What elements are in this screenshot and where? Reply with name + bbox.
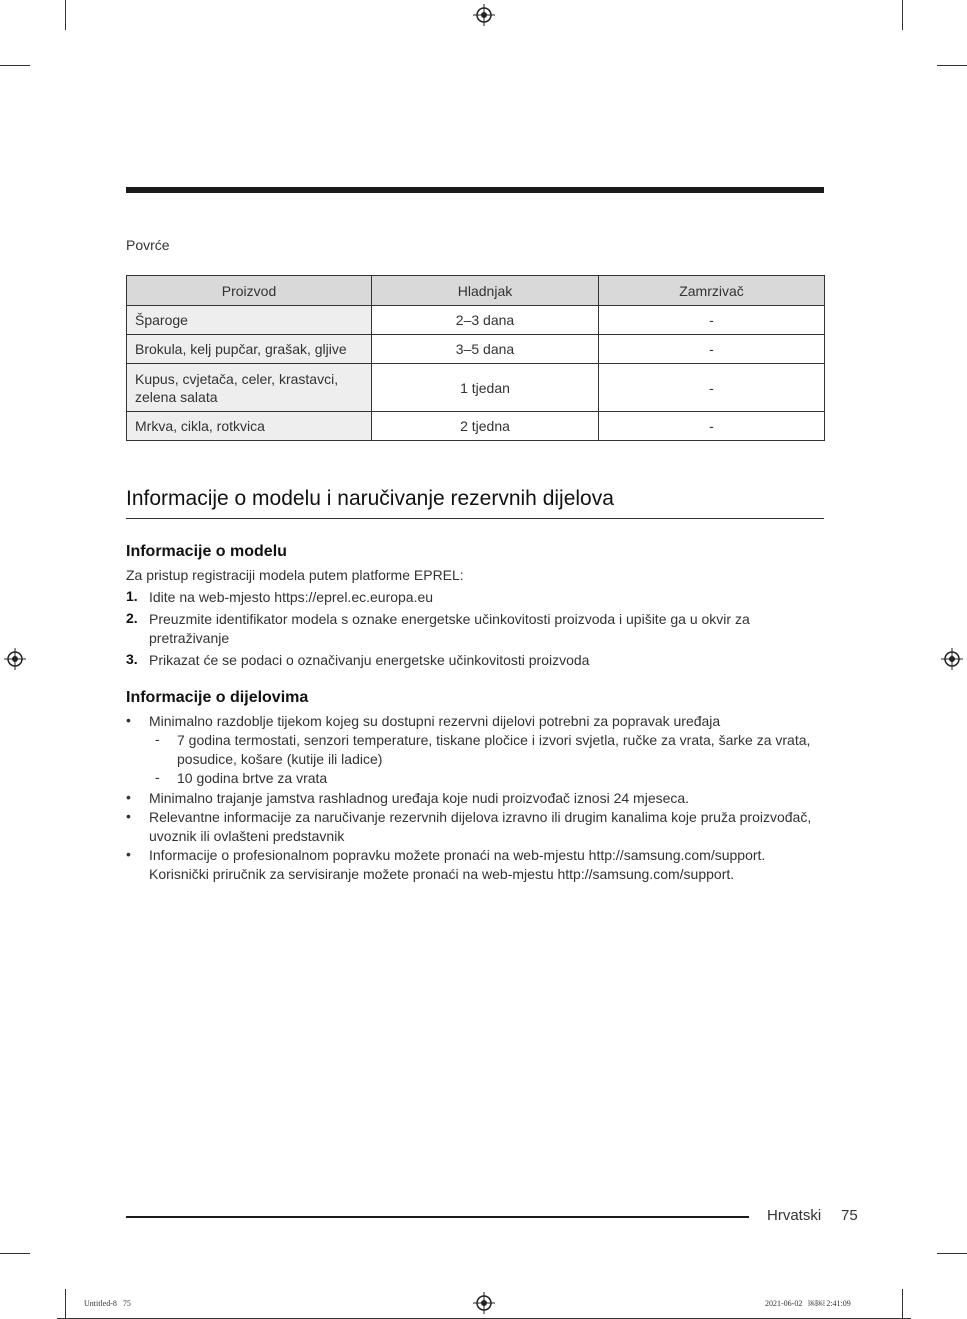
fridge-cell: 2–3 dana xyxy=(372,306,599,335)
crop-mark xyxy=(0,1253,30,1254)
bullet-icon: • xyxy=(126,712,131,728)
crop-mark xyxy=(937,1253,967,1254)
table-caption: Povrće xyxy=(126,237,170,253)
bullet-icon: • xyxy=(126,846,131,862)
registration-mark-icon xyxy=(4,648,26,670)
subbullet-text: 7 godina termostati, senzori temperature, tiskane pločice i izvori svjetla, ručke za vrata, šarke za vrata, posudice, košare (kutije ili ladice) xyxy=(177,732,811,767)
product-cell: Šparoge xyxy=(127,306,372,335)
freezer-cell: - xyxy=(599,412,825,441)
bullet-text: Relevantne informacije za naručivanje rezervnih dijelova izravno ili drugim kanalima koje pruža proizvođač, uvoznik ili ovlašteni predstavnik xyxy=(149,809,812,844)
print-slug-left: Untitled-8 75 xyxy=(84,1299,131,1308)
footer-language: Hrvatski xyxy=(767,1207,822,1224)
step-number: 3. xyxy=(126,651,138,667)
footer-rule xyxy=(126,1216,749,1218)
crop-mark xyxy=(902,1289,903,1319)
table-row xyxy=(127,306,825,335)
table-row xyxy=(127,412,825,441)
section-rule xyxy=(126,518,824,519)
step-text: Idite na web-mjesto https://eprel.ec.europa.eu xyxy=(149,589,434,605)
step-number: 1. xyxy=(126,588,138,604)
fridge-cell: 2 tjedna xyxy=(372,412,599,441)
table-row xyxy=(127,335,825,364)
crop-mark xyxy=(0,65,30,66)
product-cell: Mrkva, cikla, rotkvica xyxy=(127,412,372,441)
storage-table xyxy=(126,275,825,441)
header-rule xyxy=(126,187,824,193)
freezer-cell: - xyxy=(599,364,825,412)
section-title: Informacije o modelu i naručivanje rezervnih dijelova xyxy=(126,487,614,510)
dash-icon: - xyxy=(155,769,160,785)
bullet-text: Informacije o profesionalnom popravku možete pronaći na web-mjestu http://samsung.com/support. Korisnički priručnik za servisiranje možete pronaći na web-mjestu http://samsung.com/support. xyxy=(149,847,766,882)
registration-mark-icon xyxy=(941,648,963,670)
registration-mark-icon xyxy=(473,4,495,26)
dash-icon: - xyxy=(155,731,160,747)
model-intro: Za pristup registraciji modela putem platforme EPREL: xyxy=(126,567,464,583)
bullet-icon: • xyxy=(126,808,131,824)
step-text: Preuzmite identifikator modela s oznake energetske učinkovitosti proizvoda i upišite ga u okvir za pretraživanje xyxy=(149,611,750,646)
freezer-cell: - xyxy=(599,306,825,335)
model-heading: Informacije o modelu xyxy=(126,543,287,560)
fridge-cell: 1 tjedan xyxy=(372,364,599,412)
bullet-text: Minimalno razdoblje tijekom kojeg su dostupni rezervni dijelovi potrebni za popravak uređaja xyxy=(149,713,721,729)
freezer-cell: - xyxy=(599,335,825,364)
column-header: Hladnjak xyxy=(372,276,599,306)
product-cell: Brokula, kelj pupčar, grašak, gljive xyxy=(127,335,372,364)
subbullet-text: 10 godina brtve za vrata xyxy=(177,770,328,786)
fridge-cell: 3–5 dana xyxy=(372,335,599,364)
bullet-icon: • xyxy=(126,789,131,805)
page-number: 75 xyxy=(841,1207,858,1224)
column-header: Zamrzivač xyxy=(599,276,825,306)
step-number: 2. xyxy=(126,610,138,626)
table-row xyxy=(127,364,825,412)
crop-mark xyxy=(65,1289,66,1319)
crop-mark xyxy=(902,0,903,30)
product-cell: Kupus, cvjetača, celer, krastavci, zelena salata xyxy=(127,364,372,412)
crop-mark xyxy=(65,0,66,30)
registration-mark-icon xyxy=(473,1292,495,1314)
step-text: Prikazat će se podaci o označivanju energetske učinkovitosti proizvoda xyxy=(149,652,590,668)
parts-heading: Informacije o dijelovima xyxy=(126,689,309,706)
print-slug-right: 2021-06-02 ￼￼ 2:41:09 xyxy=(765,1299,851,1308)
crop-mark xyxy=(937,65,967,66)
table-header-row xyxy=(127,276,825,306)
column-header: Proizvod xyxy=(127,276,372,306)
bullet-text: Minimalno trajanje jamstva rashladnog uređaja koje nudi proizvođač iznosi 24 mjeseca. xyxy=(149,790,690,806)
